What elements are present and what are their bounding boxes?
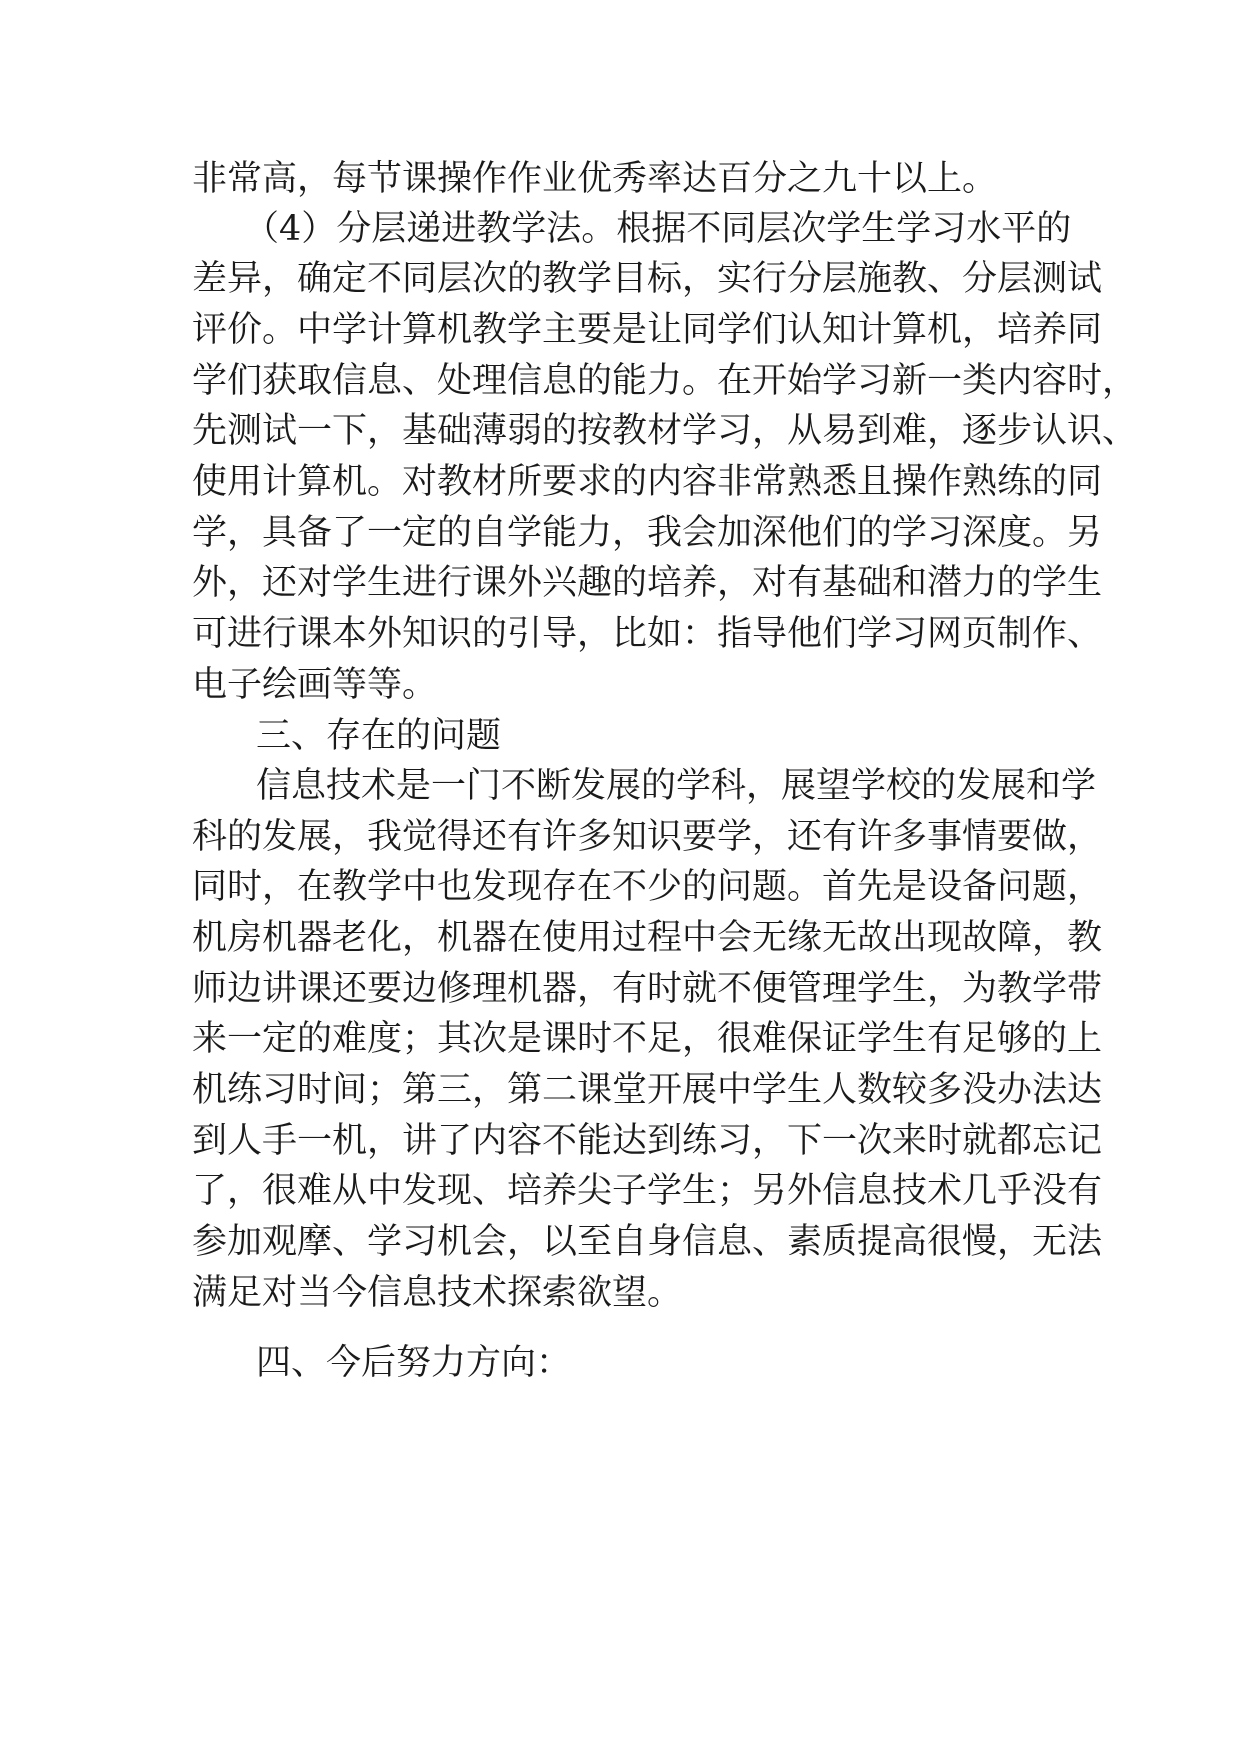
paragraph-line: 学，具备了一定的自学能力，我会加深他们的学习深度。另 [192,513,1103,553]
paragraph-line: 师边讲课还要边修理机器，有时就不便管理学生，为教学带 [192,969,1103,1009]
paragraph-line: 参加观摩、学习机会，以至自身信息、素质提高很慢，无法 [192,1222,1103,1262]
paragraph-line: 先测试一下，基础薄弱的按教材学习，从易到难，逐步认识、 [192,411,1138,451]
paragraph-line: 信息技术是一门不断发展的学科，展望学校的发展和学 [256,766,1097,806]
paragraph-line: 评价。中学计算机教学主要是让同学们认知计算机，培养同 [192,310,1103,350]
paragraph-line: 可进行课本外知识的引导，比如：指导他们学习网页制作、 [192,614,1103,654]
paragraph-line: （4）分层递进教学法。根据不同层次学生学习水平的 [244,209,1072,249]
paragraph-line: 来一定的难度；其次是课时不足，很难保证学生有足够的上 [192,1019,1103,1059]
paragraph-line: 机练习时间；第三，第二课堂开展中学生人数较多没办法达 [192,1070,1103,1110]
section-heading: 三、存在的问题 [256,716,502,756]
paragraph-line: 满足对当今信息技术探索欲望。 [192,1273,683,1313]
paragraph-line: 外，还对学生进行课外兴趣的培养，对有基础和潜力的学生 [192,563,1103,603]
paragraph-line: 机房机器老化，机器在使用过程中会无缘无故出现故障，教 [192,918,1103,958]
paragraph-line: 到人手一机，讲了内容不能达到练习，下一次来时就都忘记 [192,1121,1103,1161]
paragraph-line: 电子绘画等等。 [192,665,438,705]
paragraph-line: 学们获取信息、处理信息的能力。在开始学习新一类内容时， [192,361,1138,401]
paragraph-line: 差异，确定不同层次的教学目标，实行分层施教、分层测试 [192,259,1103,299]
paragraph-line: 使用计算机。对教材所要求的内容非常熟悉且操作熟练的同 [192,462,1103,502]
paragraph-line: 科的发展，我觉得还有许多知识要学，还有许多事情要做， [192,817,1103,857]
paragraph-line: 非常高，每节课操作作业优秀率达百分之九十以上。 [192,159,998,199]
paragraph-line: 了，很难从中发现、培养尖子学生；另外信息技术几乎没有 [192,1171,1103,1211]
paragraph-line: 同时，在教学中也发现存在不少的问题。首先是设备问题， [192,867,1103,907]
section-heading: 四、今后努力方向： [256,1343,572,1383]
